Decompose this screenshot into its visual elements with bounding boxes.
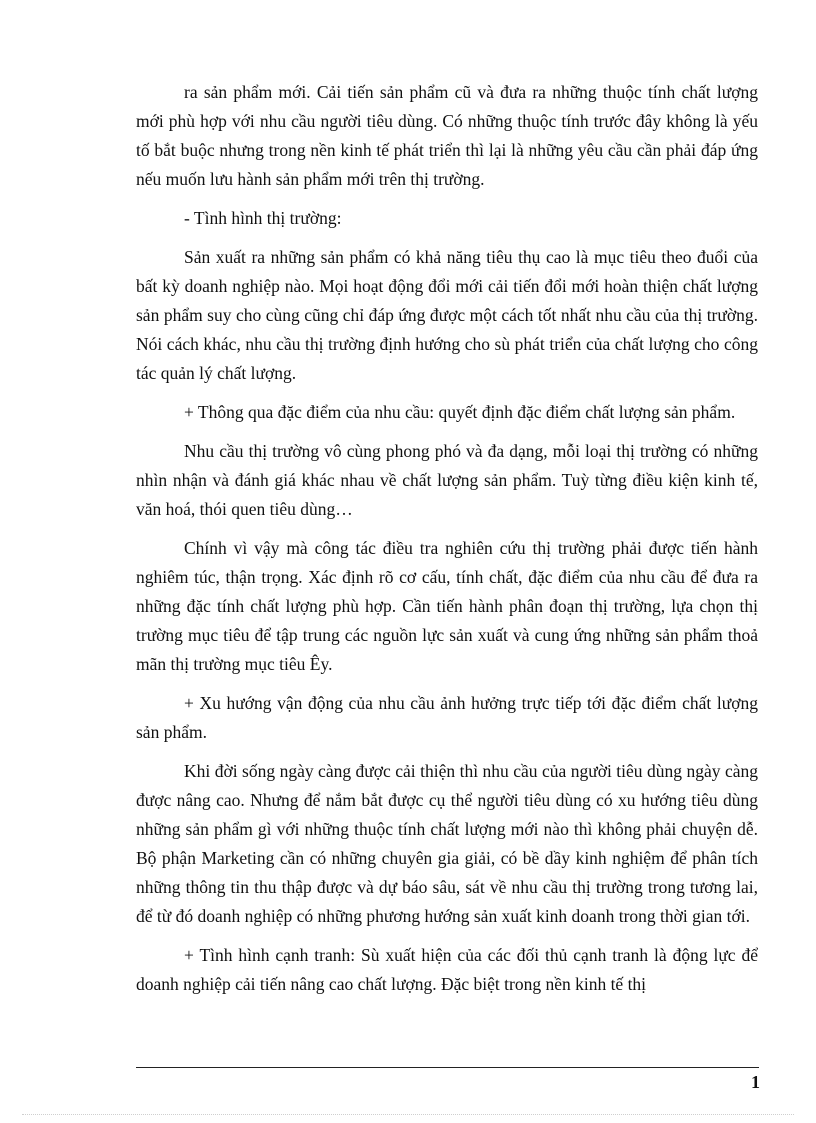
page-number: 1 [751,1072,760,1092]
body-text [136,78,758,1009]
paragraph: ra sản phẩm mới. Cải tiến sản phẩm cũ và đưa ra những thuộc tính chất lượng mới phù hợp với nhu cầu người tiêu dùng. Có những thuộc tính trước đây không là yếu tố bắt buộc nhưng trong nền kinh tế phát triển thì lại là những yêu cầu cần phải đáp ứng nếu muốn lưu hành sản phẩm mới trên thị trường. [136,82,758,189]
paragraph: Chính vì vậy mà công tác điều tra nghiên cứu thị trường phải được tiến hành nghiêm túc, thận trọng. Xác định rõ cơ cấu, tính chất, đặc điểm của nhu cầu để đưa ra những đặc tính chất lượng phù hợp. Cần tiến hành phân đoạn thị trường, lựa chọn thị trường mục tiêu để tập trung các nguồn lực sản xuất và cung ứng những sản phẩm thoả mãn thị trường mục tiêu Êy. [136,538,758,674]
paragraph: + Thông qua đặc điểm của nhu cầu: quyết định đặc điểm chất lượng sản phẩm. [184,402,736,422]
paragraph: Khi đời sống ngày càng được cải thiện thì nhu cầu của người tiêu dùng ngày càng được nâng cao. Nhưng để nắm bắt được cụ thể người tiêu dùng có xu hướng tiêu dùng những sản phẩm gì với những thuộc tính chất lượng mới nào thì không phải chuyện dễ. Bộ phận Marketing cần có những chuyên gia giải, có bề dầy kinh nghiệm để phân tích những thông tin thu thập được và dự báo sâu, sát về nhu cầu thị trường trong tương lai, để từ đó doanh nghiệp có những phương hướng sản xuất kinh doanh trong thời gian tới. [136,761,758,926]
paragraph: + Xu hướng vận động của nhu cầu ảnh hưởng trực tiếp tới đặc điểm chất lượng sản phẩm. [136,693,758,742]
paragraph: Sản xuất ra những sản phẩm có khả năng tiêu thụ cao là mục tiêu theo đuổi của bất kỳ doanh nghiệp nào. Mọi hoạt động đổi mới cải tiến đổi mới hoàn thiện chất lượng sản phẩm suy cho cùng cũng chỉ đáp ứng được một cách tốt nhất nhu cầu của thị trường. Nói cách khác, nhu cầu thị trường định hướng cho sù phát triển của chất lượng cho công tác quản lý chất lượng. [136,247,758,383]
paragraph: - Tình hình thị trường: [184,208,342,228]
paragraph: + Tình hình cạnh tranh: Sù xuất hiện của các đối thủ cạnh tranh là động lực để doanh nghiệp cải tiến nâng cao chất lượng. Đặc biệt trong nền kinh tế thị [136,945,758,994]
footer-rule [136,1067,759,1068]
page-break-divider [22,1114,794,1115]
paragraph: Nhu cầu thị trường vô cùng phong phó và đa dạng, mỗi loại thị trường có những nhìn nhận và đánh giá khác nhau về chất lượng sản phẩm. Tuỳ từng điều kiện kinh tế, văn hoá, thói quen tiêu dùng… [136,441,758,519]
